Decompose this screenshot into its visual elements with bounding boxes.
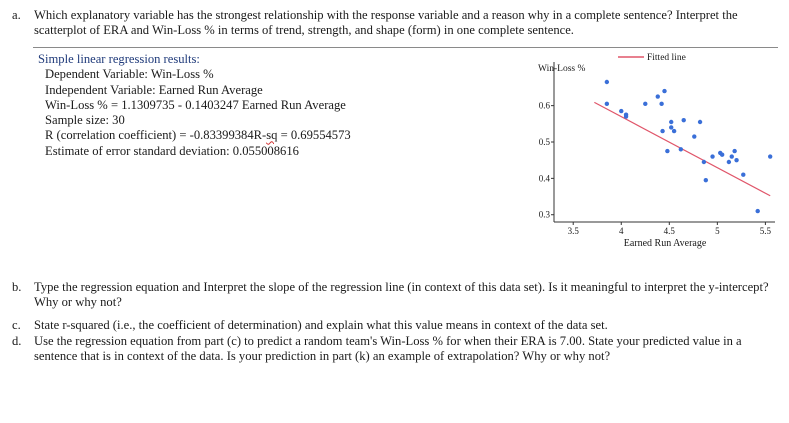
data-point: [619, 109, 623, 113]
x-tick-label: 5: [715, 226, 720, 236]
data-point: [692, 134, 696, 138]
data-point: [656, 94, 660, 98]
data-point: [741, 173, 745, 177]
chart-legend: [618, 53, 686, 63]
question-b-label: b.: [12, 280, 22, 294]
independent-variable: Independent Variable: Earned Run Average: [45, 82, 263, 97]
regression-equation: Win-Loss % = 1.1309735 - 0.1403247 Earned Run Average: [45, 97, 346, 112]
question-d-label: d.: [12, 334, 22, 348]
data-point: [669, 120, 673, 124]
data-points-layer: [605, 80, 773, 213]
y-tick-label: 0.4: [538, 173, 550, 184]
data-point: [665, 149, 669, 153]
data-point: [679, 147, 683, 151]
question-a-text: Which explanatory variable has the strongest relationship with the response variable and a reason why in a complete sentence? Interpret the scatterplot of ERA and Win-Loss % in terms of trend, strength, and shape (form) in one complete sentence.: [34, 8, 738, 37]
data-point: [660, 129, 664, 133]
data-point: [662, 89, 666, 93]
data-point: [730, 154, 734, 158]
correlation-line: [38, 128, 351, 143]
regression-results: [38, 52, 351, 159]
correlation-squiggle: sq: [266, 128, 278, 143]
data-point: [698, 120, 702, 124]
data-point: [672, 129, 676, 133]
x-tick-label: 4.5: [663, 226, 675, 236]
correlation-suffix: = 0.69554573: [277, 128, 351, 143]
data-point: [605, 80, 609, 84]
chart-axes: [538, 62, 775, 249]
data-point: [734, 158, 738, 162]
x-tick-label: 3.5: [567, 226, 579, 236]
data-point: [624, 114, 628, 118]
data-point: [732, 149, 736, 153]
dependent-variable: Dependent Variable: Win-Loss %: [45, 67, 214, 82]
question-d-text: Use the regression equation from part (c) to predict a random team's Win-Loss % for when their ERA is 7.00. State your predicted value in a sentence that is in context of the data. Is your prediction in part (k) an example of extrapolation? Why or why not?: [34, 334, 742, 363]
data-point: [704, 178, 708, 182]
data-point: [710, 154, 714, 158]
correlation-prefix: R (correlation coefficient) = -0.83399384R-: [45, 128, 267, 143]
x-tick-label: 4: [619, 226, 624, 236]
data-point: [659, 102, 663, 106]
data-point: [756, 209, 760, 213]
question-b-text: Type the regression equation and Interpret the slope of the regression line (in context of this data set). Is it meaningful to interpret the y-intercept? Why or why not?: [34, 280, 769, 309]
data-point: [702, 160, 706, 164]
error-std-deviation: Estimate of error standard deviation: 0.055008616: [45, 143, 299, 158]
data-point: [720, 153, 724, 157]
data-point: [682, 118, 686, 122]
legend-label: Fitted line: [647, 53, 686, 63]
x-tick-label: 5.5: [759, 226, 772, 236]
question-c-label: c.: [12, 318, 21, 332]
y-tick-label: 0.5: [538, 137, 550, 147]
y-axis-title: Win-Loss %: [538, 64, 586, 74]
sample-size: Sample size: 30: [45, 113, 125, 128]
data-point: [727, 160, 731, 164]
y-tick-label: 0.6: [538, 100, 550, 111]
question-c-text: State r-squared (i.e., the coefficient of determination) and explain what this value means in context of the data set.: [34, 318, 608, 332]
question-a-label: a.: [12, 8, 21, 22]
x-axis-title: Earned Run Average: [623, 238, 707, 249]
data-point: [669, 125, 673, 129]
y-tick-label: 0.3: [538, 209, 550, 220]
data-point: [605, 102, 609, 106]
scatterplot-chart: [520, 46, 782, 260]
results-heading: Simple linear regression results:: [38, 52, 200, 66]
data-point: [768, 154, 772, 158]
data-point: [643, 102, 647, 106]
